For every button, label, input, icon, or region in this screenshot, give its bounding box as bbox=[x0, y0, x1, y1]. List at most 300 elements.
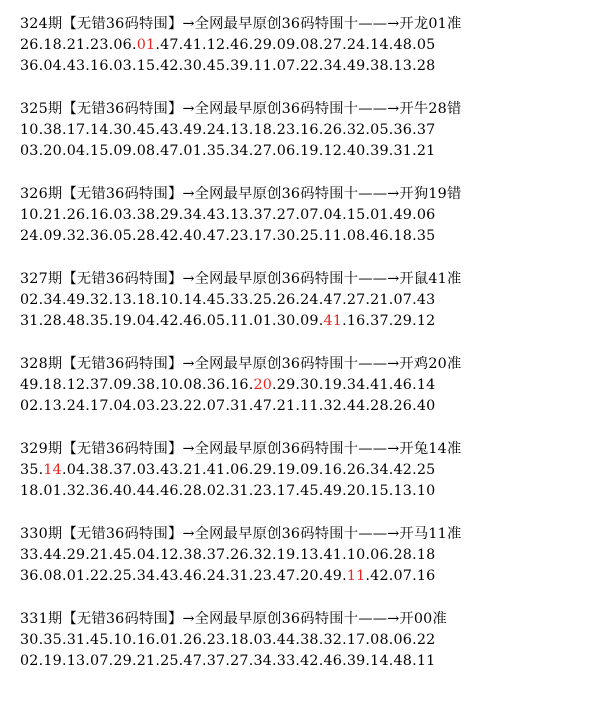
number-separator: . bbox=[108, 228, 114, 244]
number-separator: . bbox=[365, 122, 371, 138]
period-block bbox=[20, 354, 590, 417]
number: 05 bbox=[416, 37, 436, 53]
number-separator: . bbox=[38, 483, 44, 499]
number: 01 bbox=[160, 632, 179, 648]
number: 47 bbox=[276, 568, 296, 584]
number: 26 bbox=[230, 547, 249, 563]
number: 17 bbox=[66, 122, 86, 138]
number: 13 bbox=[393, 483, 413, 499]
number-row bbox=[20, 56, 590, 77]
number: 43 bbox=[66, 58, 86, 74]
number-separator: . bbox=[61, 37, 67, 53]
number: 18 bbox=[416, 547, 436, 563]
number: 49 bbox=[20, 377, 39, 393]
number: 42 bbox=[393, 462, 413, 478]
number-separator: . bbox=[365, 228, 371, 244]
number: 24 bbox=[66, 398, 86, 414]
period-header: 330期【无错36码特围】→全网最早原创36码特围十——→开马11准 bbox=[20, 526, 462, 542]
number: 34 bbox=[136, 568, 156, 584]
number: 25 bbox=[416, 462, 436, 478]
number-separator: . bbox=[248, 313, 254, 329]
number-separator: . bbox=[388, 207, 394, 223]
number: 42 bbox=[300, 653, 319, 669]
number-separator: . bbox=[38, 37, 44, 53]
number: 08 bbox=[183, 377, 202, 393]
number-separator: . bbox=[342, 377, 347, 393]
number-separator: . bbox=[342, 653, 347, 669]
number-separator: . bbox=[85, 483, 91, 499]
number: 30 bbox=[276, 228, 296, 244]
number: 10 bbox=[160, 377, 179, 393]
number: 38 bbox=[370, 58, 389, 74]
number-separator: . bbox=[108, 58, 114, 74]
number: 34 bbox=[346, 377, 366, 393]
number-separator: . bbox=[202, 568, 207, 584]
number-separator: . bbox=[272, 122, 277, 138]
number-separator: . bbox=[61, 398, 67, 414]
highlighted-number: 14 bbox=[43, 462, 62, 478]
number-separator: . bbox=[412, 122, 417, 138]
number: 25 bbox=[160, 653, 179, 669]
number: 48 bbox=[66, 313, 86, 329]
number-separator: . bbox=[342, 547, 347, 563]
number: 21 bbox=[66, 37, 86, 53]
number: 13 bbox=[393, 58, 413, 74]
number: 02 bbox=[20, 653, 39, 669]
number: 31 bbox=[393, 143, 413, 159]
number: 21 bbox=[276, 398, 296, 414]
number-separator: . bbox=[38, 228, 44, 244]
number-separator: . bbox=[131, 143, 137, 159]
number-separator: . bbox=[38, 143, 44, 159]
number: 45 bbox=[206, 58, 226, 74]
number-separator: . bbox=[202, 653, 207, 669]
number-separator: . bbox=[342, 143, 347, 159]
number-separator: . bbox=[155, 398, 161, 414]
number-separator: . bbox=[225, 313, 231, 329]
number-separator: . bbox=[318, 37, 324, 53]
number: 12 bbox=[160, 547, 179, 563]
highlighted-number: 11 bbox=[346, 568, 366, 584]
number: 21 bbox=[183, 462, 202, 478]
number-separator: . bbox=[202, 462, 207, 478]
number-separator: . bbox=[318, 398, 324, 414]
number-row bbox=[20, 630, 590, 651]
number: 28 bbox=[393, 547, 413, 563]
number-separator: . bbox=[225, 207, 231, 223]
number-separator: . bbox=[108, 143, 114, 159]
number-separator: . bbox=[295, 292, 301, 308]
number: 43 bbox=[416, 292, 436, 308]
number-separator: . bbox=[155, 37, 161, 53]
number-separator: . bbox=[318, 143, 324, 159]
number-separator: . bbox=[365, 398, 371, 414]
number: 30 bbox=[20, 632, 39, 648]
number: 01 bbox=[370, 207, 389, 223]
number-separator: . bbox=[85, 143, 91, 159]
number: 42 bbox=[370, 568, 389, 584]
number: 33 bbox=[230, 292, 249, 308]
number-separator: . bbox=[61, 58, 67, 74]
number: 32 bbox=[66, 483, 86, 499]
number-separator: . bbox=[412, 228, 417, 244]
number: 26 bbox=[393, 398, 413, 414]
period-header: 325期【无错36码特围】→全网最早原创36码特围十——→开牛28错 bbox=[20, 101, 462, 117]
period-block bbox=[20, 184, 590, 247]
number: 12 bbox=[206, 37, 226, 53]
number-separator: . bbox=[365, 462, 371, 478]
number: 06 bbox=[370, 547, 389, 563]
number: 10 bbox=[20, 122, 39, 138]
number-separator: . bbox=[248, 37, 254, 53]
number-separator: . bbox=[202, 398, 207, 414]
number-separator: . bbox=[365, 207, 371, 223]
number: 20 bbox=[43, 143, 62, 159]
number: 24 bbox=[206, 122, 226, 138]
number-separator: . bbox=[85, 653, 91, 669]
number: 10 bbox=[160, 292, 179, 308]
number: 16 bbox=[90, 58, 109, 74]
number-separator: . bbox=[272, 313, 277, 329]
number-separator: . bbox=[388, 462, 394, 478]
number: 16 bbox=[300, 122, 319, 138]
number: 09 bbox=[300, 313, 319, 329]
number-separator: . bbox=[131, 632, 137, 648]
number-separator: . bbox=[202, 122, 207, 138]
number: 38 bbox=[183, 547, 202, 563]
number: 35 bbox=[20, 462, 39, 478]
number-separator: . bbox=[412, 398, 417, 414]
number: 23 bbox=[253, 568, 273, 584]
number: 32 bbox=[346, 122, 366, 138]
number: 04 bbox=[136, 547, 156, 563]
number: 13 bbox=[300, 547, 319, 563]
number-separator: . bbox=[38, 207, 44, 223]
number-row bbox=[20, 396, 590, 417]
number: 15 bbox=[370, 483, 389, 499]
number-separator: . bbox=[155, 547, 161, 563]
number: 05 bbox=[370, 122, 389, 138]
number: 24 bbox=[206, 568, 226, 584]
number-separator: . bbox=[61, 377, 67, 393]
number: 29 bbox=[160, 207, 179, 223]
number: 35 bbox=[416, 228, 436, 244]
number-separator: . bbox=[202, 207, 207, 223]
number-separator: . bbox=[61, 313, 67, 329]
number-separator: . bbox=[342, 37, 347, 53]
number-separator: . bbox=[412, 37, 417, 53]
number: 11 bbox=[416, 653, 436, 669]
number: 47 bbox=[160, 37, 179, 53]
number-separator: . bbox=[131, 568, 137, 584]
number-separator: . bbox=[318, 568, 324, 584]
number: 01 bbox=[183, 143, 202, 159]
number: 13 bbox=[43, 398, 62, 414]
number: 28 bbox=[416, 58, 436, 74]
number: 07 bbox=[300, 207, 319, 223]
number-separator: . bbox=[342, 632, 347, 648]
number-separator: . bbox=[342, 483, 347, 499]
number: 23 bbox=[160, 398, 179, 414]
number: 12 bbox=[416, 313, 436, 329]
number-separator: . bbox=[38, 547, 44, 563]
number-separator: . bbox=[388, 398, 394, 414]
number-separator: . bbox=[248, 398, 254, 414]
number: 42 bbox=[160, 58, 179, 74]
number-separator: . bbox=[131, 377, 137, 393]
number: 42 bbox=[160, 228, 179, 244]
highlighted-number: 20 bbox=[253, 377, 273, 393]
number: 44 bbox=[276, 632, 296, 648]
number: 03 bbox=[136, 398, 156, 414]
number-separator: . bbox=[318, 313, 324, 329]
number: 21 bbox=[416, 143, 436, 159]
number-separator: . bbox=[248, 632, 254, 648]
number-separator: . bbox=[295, 313, 301, 329]
period-header: 329期【无错36码特围】→全网最早原创36码特围十——→开兔14准 bbox=[20, 441, 462, 457]
number-separator: . bbox=[178, 37, 184, 53]
number: 18 bbox=[20, 483, 39, 499]
number-separator: . bbox=[155, 377, 161, 393]
number: 08 bbox=[136, 143, 156, 159]
number-separator: . bbox=[61, 292, 67, 308]
number: 10 bbox=[346, 547, 366, 563]
number: 01 bbox=[43, 483, 62, 499]
number: 06 bbox=[113, 37, 132, 53]
number-separator: . bbox=[155, 207, 161, 223]
number: 49 bbox=[346, 58, 366, 74]
number: 19 bbox=[323, 377, 343, 393]
number: 36 bbox=[20, 58, 39, 74]
number-separator: . bbox=[131, 207, 137, 223]
number-separator: . bbox=[108, 292, 114, 308]
number-separator: . bbox=[155, 313, 161, 329]
number: 23 bbox=[90, 37, 109, 53]
number: 03 bbox=[20, 143, 39, 159]
number: 13 bbox=[230, 122, 249, 138]
number-separator: . bbox=[225, 377, 231, 393]
number: 06 bbox=[276, 143, 296, 159]
period-header: 331期【无错36码特围】→全网最早原创36码特围十——→开00准 bbox=[20, 611, 447, 627]
number: 34 bbox=[183, 207, 202, 223]
number: 26 bbox=[276, 292, 296, 308]
number: 07 bbox=[206, 398, 226, 414]
number-separator: . bbox=[225, 568, 231, 584]
number-separator: . bbox=[202, 37, 207, 53]
number-separator: . bbox=[178, 483, 184, 499]
number-separator: . bbox=[38, 377, 44, 393]
number-row bbox=[20, 311, 590, 332]
number: 07 bbox=[393, 568, 413, 584]
number-separator: . bbox=[225, 58, 231, 74]
number-separator: . bbox=[295, 122, 301, 138]
number: 29 bbox=[66, 547, 86, 563]
number: 31 bbox=[230, 483, 249, 499]
number-separator: . bbox=[248, 377, 254, 393]
number: 48 bbox=[393, 653, 413, 669]
number-separator: . bbox=[202, 483, 207, 499]
number: 40 bbox=[183, 228, 202, 244]
number-separator: . bbox=[365, 483, 371, 499]
number-separator: . bbox=[155, 228, 161, 244]
number: 41 bbox=[323, 547, 343, 563]
number-separator: . bbox=[365, 632, 371, 648]
number-separator: . bbox=[38, 462, 44, 478]
number-separator: . bbox=[131, 483, 137, 499]
number-separator: . bbox=[61, 122, 67, 138]
number-row bbox=[20, 226, 590, 247]
number-separator: . bbox=[178, 228, 184, 244]
number: 02 bbox=[20, 292, 39, 308]
number: 30 bbox=[183, 58, 202, 74]
number: 17 bbox=[253, 228, 273, 244]
number-separator: . bbox=[155, 653, 161, 669]
number: 16 bbox=[416, 568, 436, 584]
number: 47 bbox=[253, 398, 273, 414]
number-separator: . bbox=[108, 37, 114, 53]
number-separator: . bbox=[388, 483, 394, 499]
number-separator: . bbox=[178, 377, 184, 393]
number-row bbox=[20, 460, 590, 481]
number-separator: . bbox=[131, 398, 137, 414]
number-separator: . bbox=[342, 313, 347, 329]
number-separator: . bbox=[295, 462, 301, 478]
number-separator: . bbox=[365, 547, 371, 563]
number-separator: . bbox=[248, 547, 254, 563]
number-separator: . bbox=[61, 143, 67, 159]
number: 35 bbox=[43, 632, 62, 648]
number: 23 bbox=[230, 228, 249, 244]
number: 36 bbox=[393, 122, 413, 138]
number: 34 bbox=[323, 58, 343, 74]
number: 28 bbox=[183, 483, 202, 499]
number-separator: . bbox=[272, 207, 277, 223]
number: 09 bbox=[113, 377, 132, 393]
number-separator: . bbox=[61, 462, 67, 478]
number-separator: . bbox=[85, 313, 91, 329]
number: 44 bbox=[43, 547, 62, 563]
number-separator: . bbox=[155, 143, 161, 159]
period-block bbox=[20, 524, 590, 587]
number: 21 bbox=[43, 207, 62, 223]
number-separator: . bbox=[61, 483, 67, 499]
number-separator: . bbox=[131, 122, 137, 138]
number-separator: . bbox=[108, 377, 114, 393]
number: 18 bbox=[230, 632, 249, 648]
number-separator: . bbox=[248, 568, 254, 584]
number: 37 bbox=[113, 462, 132, 478]
number-separator: . bbox=[108, 462, 114, 478]
number-separator: . bbox=[388, 377, 394, 393]
number-separator: . bbox=[365, 568, 371, 584]
number-separator: . bbox=[342, 398, 347, 414]
number-separator: . bbox=[38, 653, 44, 669]
number-separator: . bbox=[342, 58, 347, 74]
number: 08 bbox=[346, 228, 366, 244]
number: 31 bbox=[230, 398, 249, 414]
number-separator: . bbox=[155, 292, 161, 308]
number: 38 bbox=[136, 377, 156, 393]
number-separator: . bbox=[85, 292, 91, 308]
number: 49 bbox=[393, 207, 413, 223]
number-separator: . bbox=[202, 632, 207, 648]
number-separator: . bbox=[272, 398, 277, 414]
number: 39 bbox=[346, 653, 366, 669]
number: 11 bbox=[323, 228, 343, 244]
number: 08 bbox=[43, 568, 62, 584]
number: 49 bbox=[323, 568, 343, 584]
number-separator: . bbox=[225, 632, 231, 648]
number: 21 bbox=[136, 653, 156, 669]
number: 16 bbox=[90, 207, 109, 223]
period-block bbox=[20, 99, 590, 162]
number: 03 bbox=[253, 632, 273, 648]
number-separator: . bbox=[295, 483, 301, 499]
number: 37 bbox=[90, 377, 109, 393]
number-separator: . bbox=[295, 632, 301, 648]
number-separator: . bbox=[155, 568, 161, 584]
number: 28 bbox=[136, 228, 156, 244]
number-row bbox=[20, 481, 590, 502]
number-separator: . bbox=[318, 292, 324, 308]
number-separator: . bbox=[225, 37, 231, 53]
number: 29 bbox=[393, 313, 413, 329]
number-separator: . bbox=[412, 207, 417, 223]
number-separator: . bbox=[178, 58, 184, 74]
number-separator: . bbox=[202, 292, 207, 308]
number-separator: . bbox=[272, 292, 277, 308]
number: 07 bbox=[276, 58, 296, 74]
number-separator: . bbox=[38, 313, 44, 329]
number: 35 bbox=[206, 143, 226, 159]
number-separator: . bbox=[225, 143, 231, 159]
number-separator: . bbox=[202, 547, 207, 563]
number: 32 bbox=[253, 547, 273, 563]
number: 14 bbox=[183, 292, 202, 308]
number-separator: . bbox=[295, 228, 301, 244]
number: 33 bbox=[20, 547, 39, 563]
number: 34 bbox=[253, 653, 273, 669]
number: 44 bbox=[346, 398, 366, 414]
number-separator: . bbox=[388, 122, 394, 138]
number: 37 bbox=[206, 547, 226, 563]
number-separator: . bbox=[108, 313, 114, 329]
number-separator: . bbox=[388, 547, 394, 563]
number: 27 bbox=[276, 207, 296, 223]
number-separator: . bbox=[108, 398, 114, 414]
number-separator: . bbox=[248, 653, 254, 669]
number-separator: . bbox=[388, 58, 394, 74]
number-separator: . bbox=[318, 653, 324, 669]
number-row bbox=[20, 120, 590, 141]
number-separator: . bbox=[248, 483, 254, 499]
number: 03 bbox=[136, 462, 156, 478]
number: 04 bbox=[323, 207, 343, 223]
number: 18 bbox=[43, 377, 62, 393]
number-separator: . bbox=[248, 122, 254, 138]
number: 14 bbox=[370, 653, 389, 669]
number: 24 bbox=[20, 228, 39, 244]
number: 29 bbox=[276, 377, 296, 393]
number: 38 bbox=[43, 122, 62, 138]
number: 46 bbox=[323, 653, 343, 669]
number-separator: . bbox=[295, 547, 301, 563]
number: 19 bbox=[276, 462, 296, 478]
number-separator: . bbox=[388, 37, 394, 53]
number: 46 bbox=[393, 377, 413, 393]
number-separator: . bbox=[178, 207, 184, 223]
number-separator: . bbox=[272, 653, 277, 669]
